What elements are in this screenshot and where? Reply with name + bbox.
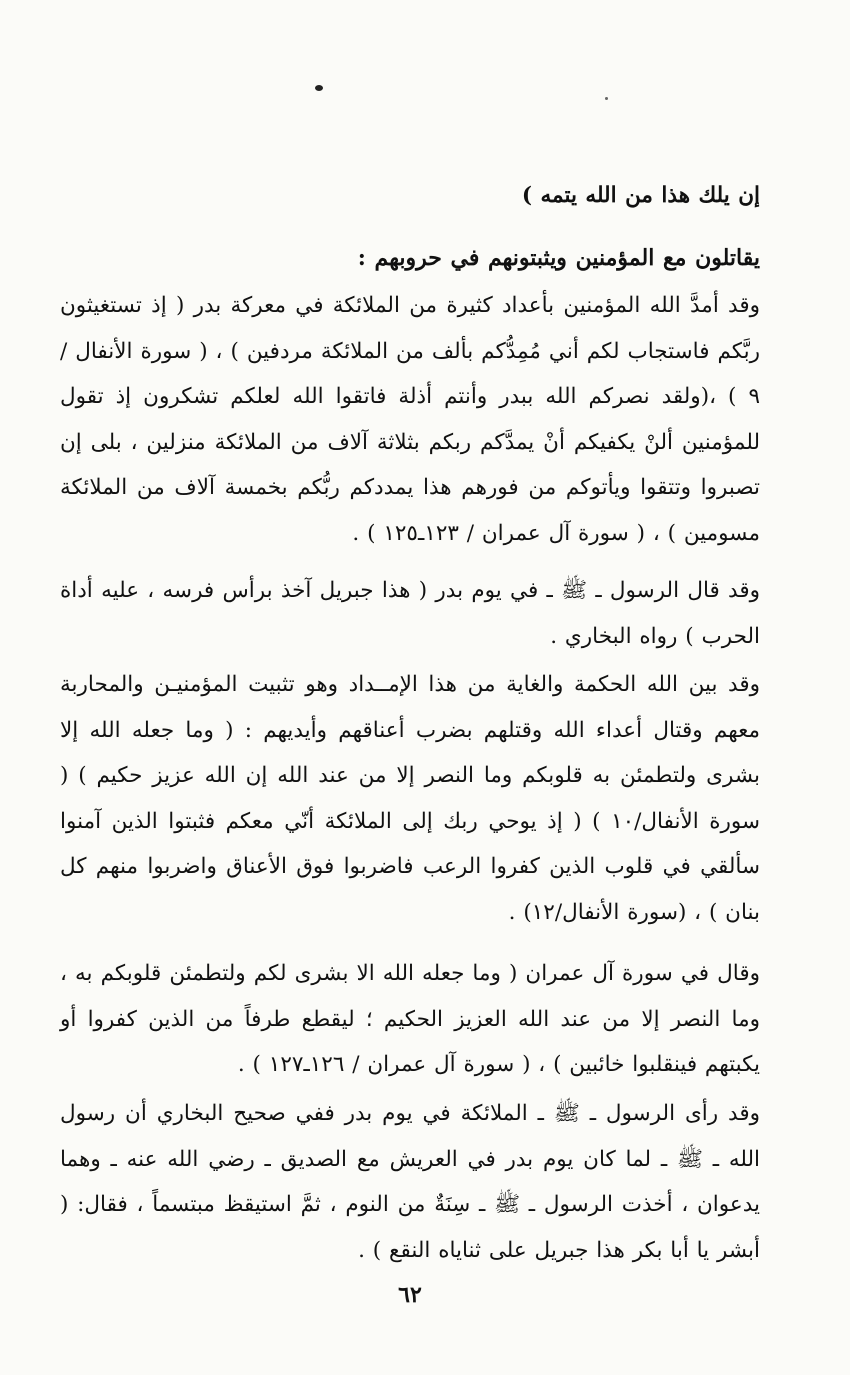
section-heading: يقاتلون مع المؤمنين ويثبتونهم في حروبهم : [357,245,760,271]
ink-dot [605,97,608,100]
paragraph-4: وقال في سورة آل عمران ( وما جعله الله الا بشرى لكم ولتطمئن قلوبكم به ، وما النصر إلا من عند الله العزيز الحكيم ؛ ليقطع طرفاً من الذين كفروا أو يكبتهم فينقلبوا خائبين ) ، ( سورة آل عمران / ١٢٦ـ١٢٧ ) . [60,961,760,1077]
continuation-line: إن يلك هذا من الله يتمه ) [521,183,760,208]
book-page [60,0,760,1375]
paragraph-1: وقد أمدَّ الله المؤمنين بأعداد كثيرة من الملائكة في معركة بدر ( إذ تستغيثون ربَّكم فاستجاب لكم أني مُمِدُّكم بألف من الملائكة مردفين ) ، ( سورة الأنفال / ٩ ) ،(ولقد نصركم الله ببدر وأنتم أذلة فاتقوا الله لعلكم تشكرون إذ تقول للمؤمنين ألنْ يكفيكم أنْ يمدَّكم ربكم بثلاثة آلاف من الملائكة منزلين ، بلى إن تصبروا وتتقوا ويأتوكم من فورهم هذا يمددكم ربُّكم بخمسة آلاف من الملائكة مسومين ) ، ( سورة آل عمران / ١٢٣ـ١٢٥ ) . [60,293,760,546]
ink-spot [315,85,323,91]
paragraph-5: وقد رأى الرسول ـ ﷺ ـ الملائكة في يوم بدر ففي صحيح البخاري أن رسول الله ـ ﷺ ـ لما كان يوم بدر في العريش مع الصديق ـ رضي الله عنه ـ وهما يدعوان ، أخذت الرسول ـ ﷺ ـ سِنَةٌ من النوم ، ثمَّ استيقظ مبتسماً ، فقال: ( أبشر يا أبا بكر هذا جبريل على ثناياه النقع ) . [60,1101,760,1263]
paragraph-2: وقد قال الرسول ـ ﷺ ـ في يوم بدر ( هذا جبريل آخذ برأس فرسه ، عليه أداة الحرب ) رواه البخاري . [60,578,760,649]
paragraph-3: وقد بين الله الحكمة والغاية من هذا الإمــداد وهو تثبيت المؤمنيـن والمحاربة معهم وقتال أعداء الله وقتلهم بضرب أعناقهم وأيديهم : ( وما جعله الله إلا بشرى ولتطمئن به قلوبكم وما النصر إلا من عند الله إن الله عزيز حكيم ) ( سورة الأنفال/١٠ ) ( إذ يوحي ربك إلى الملائكة أنّي معكم فثبتوا الذين آمنوا سألقي في قلوب الذين كفروا الرعب فاضربوا فوق الأعناق واضربوا منهم كل بنان ) ، (سورة الأنفال/١٢) . [60,672,760,925]
page-number: ٦٢ [398,1282,422,1308]
